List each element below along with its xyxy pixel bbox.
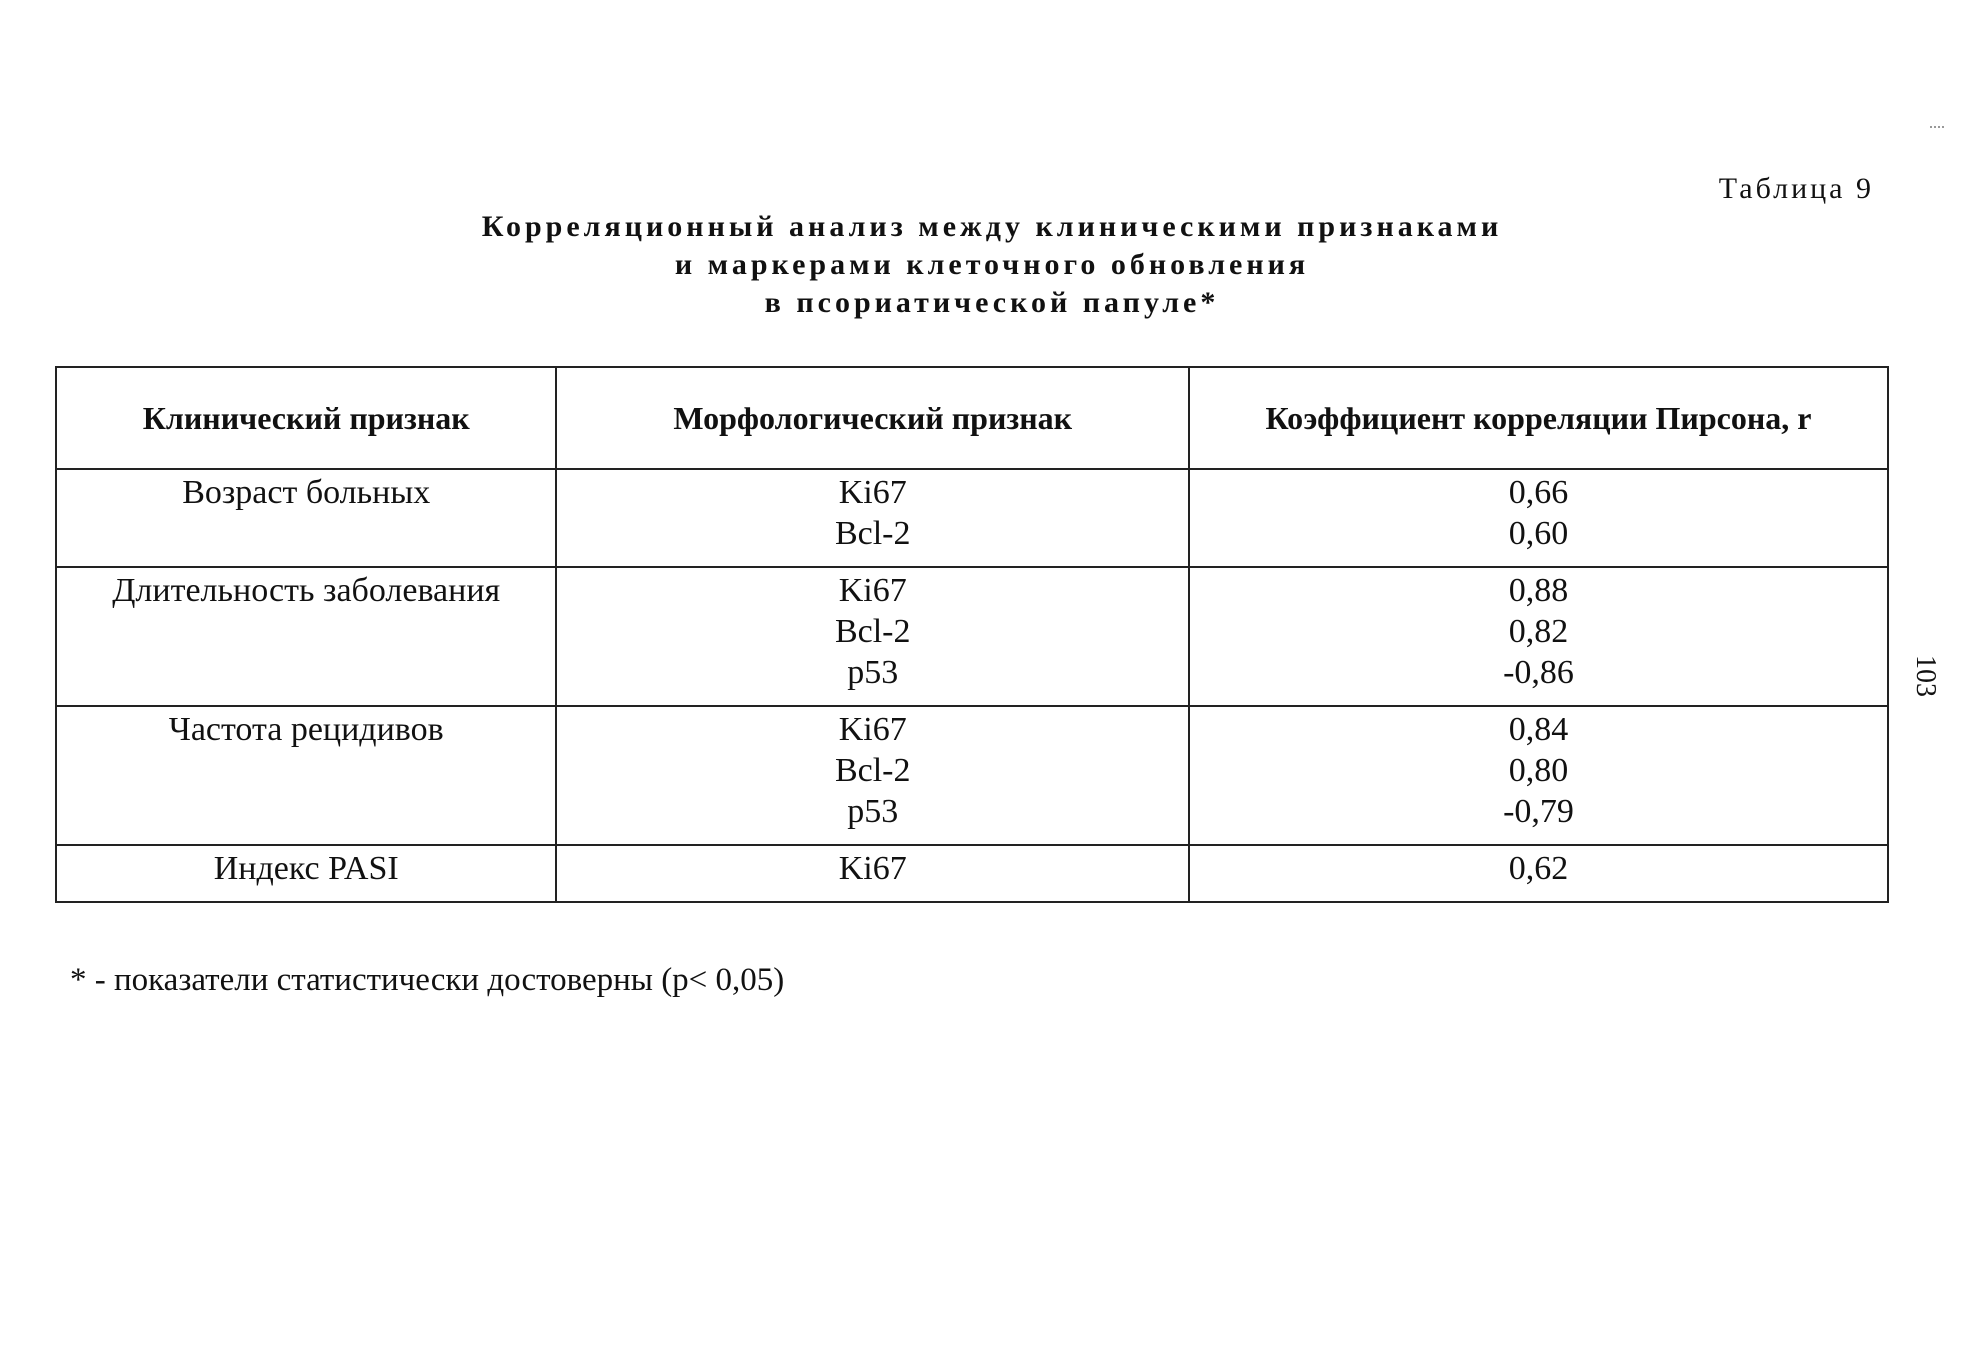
coefficient-value: 0,88	[1508, 572, 1569, 609]
marker-value: Ki67	[838, 572, 907, 609]
coefficients-cell	[1189, 845, 1888, 902]
marker-value: Ki67	[838, 711, 907, 748]
coefficient-value: -0,86	[1503, 654, 1574, 691]
clinical-cell: Индекс PASI	[56, 845, 556, 902]
table-label: Таблица 9	[1718, 172, 1874, 205]
coefficient-value: 0,62	[1508, 850, 1569, 887]
table-row	[56, 567, 1888, 706]
markers-cell	[556, 845, 1189, 902]
table-row	[56, 706, 1888, 845]
title-line-3: в псориатической папуле*	[764, 286, 1220, 319]
scan-speck	[1930, 126, 1944, 132]
marker-value: Bcl-2	[834, 613, 911, 650]
table-row	[56, 845, 1888, 902]
correlation-table	[55, 366, 1889, 903]
markers-cell	[556, 567, 1189, 706]
footnote: * - показатели статистически достоверны (р< 0,05)	[70, 962, 785, 998]
table-title	[0, 208, 1984, 322]
header-morphological: Морфологический признак	[556, 367, 1189, 469]
title-line-2: и маркерами клеточного обновления	[674, 248, 1310, 281]
coefficient-value: -0,79	[1503, 793, 1574, 830]
coefficients-cell	[1189, 706, 1888, 845]
coefficients-cell	[1189, 469, 1888, 567]
coefficient-value: 0,66	[1508, 474, 1569, 511]
marker-value: p53	[847, 654, 899, 691]
header-coefficient: Коэффициент корреляции Пирсона, r	[1189, 367, 1888, 469]
marker-value: Ki67	[838, 850, 907, 887]
markers-cell	[556, 469, 1189, 567]
page-number: 103	[1910, 655, 1941, 697]
clinical-cell: Частота рецидивов	[56, 706, 556, 845]
coefficient-value: 0,82	[1508, 613, 1569, 650]
marker-value: Bcl-2	[834, 752, 911, 789]
markers-cell	[556, 706, 1189, 845]
coefficients-cell	[1189, 567, 1888, 706]
table-header-row	[56, 367, 1888, 469]
clinical-cell: Длительность заболевания	[56, 567, 556, 706]
marker-value: p53	[847, 793, 899, 830]
header-clinical: Клинический признак	[56, 367, 556, 469]
clinical-cell: Возраст больных	[56, 469, 556, 567]
marker-value: Bcl-2	[834, 515, 911, 552]
coefficient-value: 0,80	[1508, 752, 1569, 789]
marker-value: Ki67	[838, 474, 907, 511]
coefficient-value: 0,60	[1508, 515, 1569, 552]
title-line-1: Корреляционный анализ между клиническими признаками	[481, 210, 1503, 243]
table-row	[56, 469, 1888, 567]
coefficient-value: 0,84	[1508, 711, 1569, 748]
